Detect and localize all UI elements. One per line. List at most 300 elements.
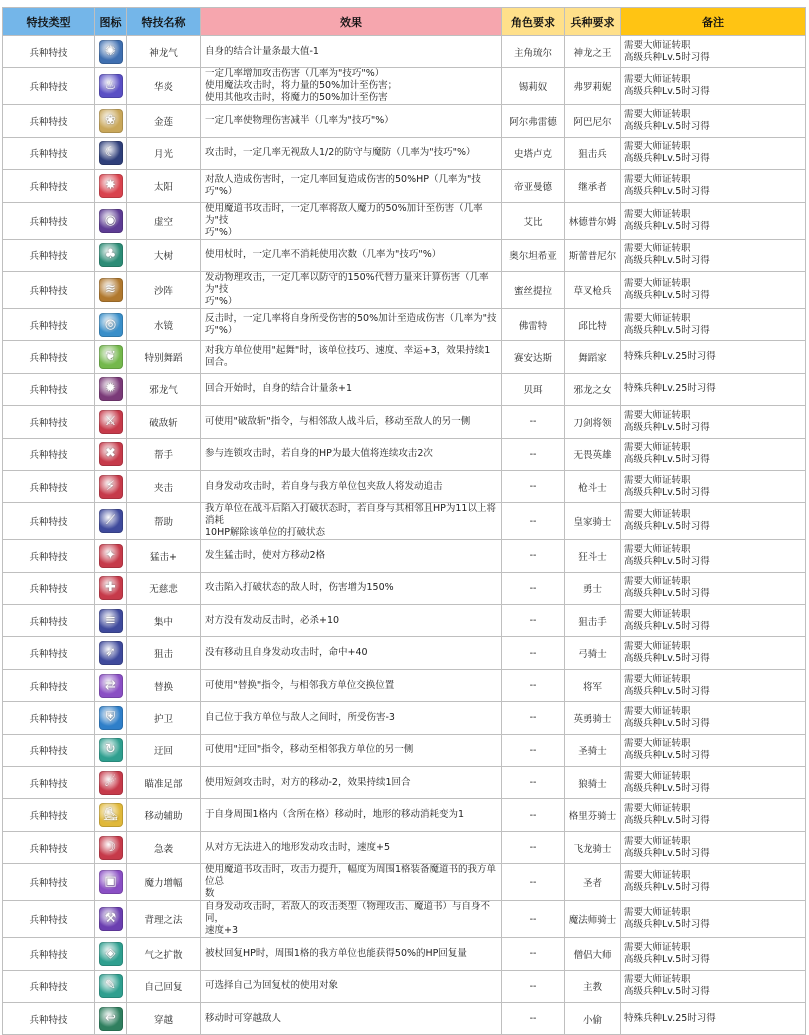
skill-icon-cell — [95, 105, 127, 137]
skill-name-cell: 特别舞蹈 — [127, 341, 201, 373]
note-line: 需要大师证转职 — [624, 870, 691, 882]
table-row — [3, 438, 806, 470]
table-row — [3, 938, 806, 970]
effect-line: 从对方无法进入的地形发动攻击时，速度+5 — [205, 841, 391, 853]
table-row — [3, 503, 806, 540]
unit-req-cell: 弗罗莉妮 — [565, 68, 621, 105]
character-req-cell: -- — [502, 637, 565, 669]
effect-line: 回合开始时，自身的结合计量条+1 — [205, 383, 353, 395]
table-row — [3, 271, 806, 308]
note-line: 特殊兵种Lv.25时习得 — [624, 383, 716, 395]
fierce-strike-icon — [99, 544, 123, 568]
skill-icon-cell — [95, 901, 127, 938]
skill-icon-glyph: ⛨ — [105, 709, 116, 725]
effect-line: 攻击陷入打破状态的敌人时，伤害增为150% — [205, 582, 394, 594]
table-row — [3, 864, 806, 901]
note-cell — [621, 767, 806, 799]
pass-through-icon — [99, 1007, 123, 1031]
skill-icon-glyph: ☾ — [104, 145, 117, 161]
note-line: 需要大师证转职 — [624, 835, 691, 847]
break-slash-icon — [99, 410, 123, 434]
note-line: 需要大师证转职 — [624, 907, 691, 919]
skill-icon-glyph: ⟋ — [105, 513, 116, 529]
note-cell — [621, 901, 806, 938]
effect-line: 数 — [205, 888, 215, 900]
skill-type-cell: 兵种特技 — [3, 970, 95, 1002]
skill-icon-cell — [95, 938, 127, 970]
skill-effect-cell — [201, 503, 502, 540]
note-line: 特殊兵种Lv.25时习得 — [624, 351, 716, 363]
note-line: 需要大师证转职 — [624, 608, 691, 620]
moonlight-icon — [99, 141, 123, 165]
skill-name-cell: 背理之法 — [127, 901, 201, 938]
note-line: 需要大师证转职 — [624, 803, 691, 815]
note-cell — [621, 503, 806, 540]
note-line: 需要大师证转职 — [624, 312, 691, 324]
note-line: 高级兵种Lv.5时习得 — [624, 521, 710, 533]
table-row — [3, 105, 806, 137]
unit-req-cell: 继承者 — [565, 170, 621, 202]
skill-type-cell: 兵种特技 — [3, 373, 95, 405]
note-cell — [621, 938, 806, 970]
table-row — [3, 734, 806, 766]
note-line: 特殊兵种Lv.25时习得 — [624, 1012, 716, 1024]
sand-formation-icon — [99, 278, 123, 302]
note-line: 需要大师证转职 — [624, 941, 691, 953]
unit-req-cell: 小偷 — [565, 1002, 621, 1034]
skill-name-cell: 魔力增幅 — [127, 864, 201, 901]
skill-icon-glyph: ↻ — [105, 742, 116, 758]
table-row — [3, 341, 806, 373]
great-tree-icon — [99, 243, 123, 267]
skill-icon-cell — [95, 702, 127, 734]
character-req-cell: 艾比 — [502, 202, 565, 239]
skill-icon-glyph: ✸ — [105, 177, 116, 193]
character-req-cell: 赛安达斯 — [502, 341, 565, 373]
note-line: 高级兵种Lv.5时习得 — [624, 153, 710, 165]
effect-line: 对我方单位使用"起舞"时，该单位技巧、速度、幸运+3，效果持续1回合。 — [205, 345, 491, 369]
skill-name-cell: 大树 — [127, 239, 201, 271]
note-line: 高级兵种Lv.5时习得 — [624, 782, 710, 794]
character-req-cell: -- — [502, 864, 565, 901]
note-line: 高级兵种Lv.5时习得 — [624, 882, 710, 894]
skill-icon-cell — [95, 202, 127, 239]
skill-effect-cell — [201, 406, 502, 438]
effect-line: 对敌人造成伤害时，一定几率回复造成伤害的50%HP（几率为"技巧"%） — [205, 173, 481, 197]
note-line: 高级兵种Lv.5时习得 — [624, 51, 710, 63]
skill-type-cell: 兵种特技 — [3, 637, 95, 669]
effect-line: 对方没有发动反击时，必杀+10 — [205, 614, 340, 626]
effect-line: 可使用"迂回"指令，移动至相邻我方单位的另一侧 — [205, 744, 414, 756]
skill-type-cell: 兵种特技 — [3, 702, 95, 734]
effect-line: 一定几率增加攻击伤害（几率为"技巧"%） — [205, 68, 385, 80]
note-cell — [621, 68, 806, 105]
note-cell — [621, 137, 806, 169]
note-line: 需要大师证转职 — [624, 641, 691, 653]
merciless-icon — [99, 576, 123, 600]
dragon-vein-icon — [99, 40, 123, 64]
skill-effect-cell — [201, 831, 502, 863]
effect-line: 10HP解除该单位的打破状态 — [205, 527, 325, 539]
skill-icon-cell — [95, 239, 127, 271]
skill-effect-cell — [201, 572, 502, 604]
effect-line: 可使用"替换"指令，与相邻我方单位交换位置 — [205, 679, 395, 691]
table-row — [3, 540, 806, 572]
effect-line: 自身的结合计量条最大值-1 — [205, 45, 319, 57]
note-cell — [621, 373, 806, 405]
skill-name-cell: 替换 — [127, 669, 201, 701]
character-req-cell: -- — [502, 540, 565, 572]
skill-icon-cell — [95, 341, 127, 373]
character-req-cell: -- — [502, 702, 565, 734]
skill-name-cell: 月光 — [127, 137, 201, 169]
skill-name-cell: 急袭 — [127, 831, 201, 863]
table-row — [3, 831, 806, 863]
effect-line: 速度+3 — [205, 925, 239, 937]
table-row — [3, 767, 806, 799]
skill-name-cell: 破敌斩 — [127, 406, 201, 438]
skill-icon-glyph: ✖ — [105, 446, 116, 462]
skill-name-cell: 夹击 — [127, 470, 201, 502]
hoof-target-icon — [99, 771, 123, 795]
skill-effect-cell — [201, 170, 502, 202]
skill-name-cell: 水镜 — [127, 308, 201, 340]
skill-icon-cell — [95, 734, 127, 766]
unit-req-cell: 飞龙骑士 — [565, 831, 621, 863]
skill-table — [2, 7, 806, 1035]
unit-req-cell: 狂斗士 — [565, 540, 621, 572]
character-req-cell: 蜜丝提拉 — [502, 271, 565, 308]
skill-icon-cell — [95, 271, 127, 308]
skill-name-cell: 帮手 — [127, 438, 201, 470]
table-row — [3, 68, 806, 105]
table-row — [3, 970, 806, 1002]
skill-icon-cell — [95, 406, 127, 438]
note-line: 需要大师证转职 — [624, 39, 691, 51]
skill-type-cell: 兵种特技 — [3, 572, 95, 604]
note-line: 高级兵种Lv.5时习得 — [624, 121, 710, 133]
note-line: 需要大师证转职 — [624, 474, 691, 486]
skill-icon-cell — [95, 470, 127, 502]
note-line: 高级兵种Lv.5时习得 — [624, 185, 710, 197]
character-req-cell: -- — [502, 1002, 565, 1034]
skill-table-sheet — [2, 7, 806, 1035]
skill-effect-cell — [201, 271, 502, 308]
note-line: 需要大师证转职 — [624, 673, 691, 685]
skill-icon-glyph: ⚡ — [105, 478, 116, 494]
note-line: 高级兵种Lv.5时习得 — [624, 953, 710, 965]
skill-icon-glyph: ♣ — [104, 247, 117, 263]
effect-line: 使用短剑攻击时，对方的移动-2，效果持续1回合 — [205, 776, 411, 788]
unit-req-cell: 邱比特 — [565, 308, 621, 340]
note-cell — [621, 406, 806, 438]
skill-name-cell: 瞄准足部 — [127, 767, 201, 799]
note-line: 高级兵种Lv.5时习得 — [624, 750, 710, 762]
skill-icon-glyph: ⛸ — [102, 807, 119, 823]
skill-icon-cell — [95, 68, 127, 105]
skill-icon-glyph: ❀ — [105, 113, 116, 129]
effect-line: 使用魔法攻击时，将力量的50%加计至伤害； — [205, 80, 398, 92]
note-line: 高级兵种Lv.5时习得 — [624, 653, 710, 665]
effect-line: 使用杖时，一定几率不消耗使用次数（几率为"技巧"%） — [205, 249, 442, 261]
skill-type-cell: 兵种特技 — [3, 202, 95, 239]
move-assist-icon — [99, 803, 123, 827]
note-cell — [621, 470, 806, 502]
skill-effect-cell — [201, 438, 502, 470]
unit-req-cell: 圣骑士 — [565, 734, 621, 766]
skill-name-cell: 移动辅助 — [127, 799, 201, 831]
note-cell — [621, 540, 806, 572]
note-cell — [621, 572, 806, 604]
skill-effect-cell — [201, 540, 502, 572]
raid-icon — [99, 836, 123, 860]
skill-icon-cell — [95, 767, 127, 799]
skill-effect-cell — [201, 137, 502, 169]
unit-req-cell: 邪龙之女 — [565, 373, 621, 405]
note-line: 需要大师证转职 — [624, 442, 691, 454]
skill-type-cell: 兵种特技 — [3, 864, 95, 901]
note-line: 需要大师证转职 — [624, 141, 691, 153]
skill-type-cell: 兵种特技 — [3, 341, 95, 373]
character-req-cell: 佛雷特 — [502, 308, 565, 340]
note-line: 需要大师证转职 — [624, 409, 691, 421]
unit-req-cell: 僧侣大师 — [565, 938, 621, 970]
skill-effect-cell — [201, 799, 502, 831]
character-req-cell: -- — [502, 470, 565, 502]
character-req-cell: -- — [502, 572, 565, 604]
character-req-cell: 贝珥 — [502, 373, 565, 405]
header-note: 备注 — [621, 8, 806, 36]
character-req-cell: 锡莉奴 — [502, 68, 565, 105]
skill-icon-glyph: ⇄ — [105, 677, 116, 693]
skill-icon-glyph: ☽ — [104, 839, 117, 855]
character-req-cell: 主角琉尔 — [502, 36, 565, 68]
skill-type-cell: 兵种特技 — [3, 36, 95, 68]
skill-name-cell: 护卫 — [127, 702, 201, 734]
header-character-req: 角色要求 — [502, 8, 565, 36]
effect-line: 移动时可穿越敌人 — [205, 1012, 282, 1024]
skill-icon-cell — [95, 970, 127, 1002]
skill-type-cell: 兵种特技 — [3, 438, 95, 470]
effect-line: 可选择自己为回复杖的使用对象 — [205, 980, 339, 992]
note-cell — [621, 170, 806, 202]
skill-icon-cell — [95, 36, 127, 68]
skill-icon-cell — [95, 438, 127, 470]
void-icon — [99, 209, 123, 233]
skill-name-cell: 自己回复 — [127, 970, 201, 1002]
note-line: 高级兵种Lv.5时习得 — [624, 919, 710, 931]
effect-line: 发动物理攻击，一定几率以防守的150%代替力量来计算伤害（几率为"技 — [205, 271, 489, 295]
skill-icon-cell — [95, 170, 127, 202]
skill-icon-glyph: ◎ — [104, 316, 117, 332]
note-line: 需要大师证转职 — [624, 277, 691, 289]
character-req-cell: -- — [502, 799, 565, 831]
unit-req-cell: 格里芬骑士 — [565, 799, 621, 831]
note-line: 需要大师证转职 — [624, 543, 691, 555]
unit-req-cell: 魔法师骑士 — [565, 901, 621, 938]
note-cell — [621, 970, 806, 1002]
skill-icon-glyph: ▣ — [104, 874, 117, 890]
guard-icon — [99, 706, 123, 730]
effect-line: 自身发动攻击时，若敌人的攻击类型（物理攻击、魔道书）与自身不同， — [205, 901, 491, 925]
skill-icon-glyph: ⚔ — [104, 413, 117, 429]
swap-icon — [99, 674, 123, 698]
skill-name-cell: 太阳 — [127, 170, 201, 202]
skill-name-cell: 气之扩散 — [127, 938, 201, 970]
character-req-cell: -- — [502, 406, 565, 438]
skill-type-cell: 兵种特技 — [3, 669, 95, 701]
note-cell — [621, 864, 806, 901]
note-line: 高级兵种Lv.5时习得 — [624, 620, 710, 632]
note-line: 高级兵种Lv.5时习得 — [624, 289, 710, 301]
skill-name-cell: 狙击 — [127, 637, 201, 669]
skill-name-cell: 邪龙气 — [127, 373, 201, 405]
table-row — [3, 170, 806, 202]
skill-icon-glyph: ✹ — [105, 381, 116, 397]
note-line: 高级兵种Lv.5时习得 — [624, 86, 710, 98]
unit-req-cell: 神龙之王 — [565, 36, 621, 68]
skill-type-cell: 兵种特技 — [3, 540, 95, 572]
skill-name-cell: 虚空 — [127, 202, 201, 239]
special-dance-icon — [99, 345, 123, 369]
skill-effect-cell — [201, 105, 502, 137]
effect-line: 自身发动攻击时，若自身与我方单位包夹敌人将发动追击 — [205, 480, 443, 492]
unit-req-cell: 主教 — [565, 970, 621, 1002]
skill-effect-cell — [201, 864, 502, 901]
character-req-cell: -- — [502, 734, 565, 766]
note-line: 高级兵种Lv.5时习得 — [624, 220, 710, 232]
skill-icon-cell — [95, 831, 127, 863]
snipe-icon — [99, 641, 123, 665]
detour-icon — [99, 738, 123, 762]
effect-line: 自己位于我方单位与敌人之间时，所受伤害-3 — [205, 711, 395, 723]
effect-line: 巧"%） — [205, 295, 238, 307]
helper-icon — [99, 442, 123, 466]
unit-req-cell: 弓骑士 — [565, 637, 621, 669]
skill-icon-glyph: ✺ — [105, 43, 116, 59]
note-cell — [621, 669, 806, 701]
table-row — [3, 901, 806, 938]
character-req-cell: 阿尔弗雷德 — [502, 105, 565, 137]
skill-effect-cell — [201, 605, 502, 637]
character-req-cell: -- — [502, 767, 565, 799]
note-line: 高级兵种Lv.5时习得 — [624, 454, 710, 466]
unit-req-cell: 狼骑士 — [565, 767, 621, 799]
unit-req-cell: 刀剑将领 — [565, 406, 621, 438]
header-effect: 效果 — [201, 8, 502, 36]
skill-effect-cell — [201, 734, 502, 766]
skill-effect-cell — [201, 341, 502, 373]
table-row — [3, 36, 806, 68]
skill-type-cell: 兵种特技 — [3, 938, 95, 970]
skill-icon-glyph: ➶ — [105, 645, 116, 661]
skill-name-cell: 沙阵 — [127, 271, 201, 308]
skill-icon-glyph: ♨ — [104, 78, 117, 94]
skill-effect-cell — [201, 239, 502, 271]
water-mirror-icon — [99, 313, 123, 337]
skill-effect-cell — [201, 68, 502, 105]
effect-line: 参与连锁攻击时，若自身的HP为最大值将连续攻击2次 — [205, 448, 433, 460]
unit-req-cell: 皇家骑士 — [565, 503, 621, 540]
skill-effect-cell — [201, 702, 502, 734]
effect-line: 攻击时，一定几率无视敌人1/2的防守与魔防（几率为"技巧"%） — [205, 147, 476, 159]
skill-type-cell: 兵种特技 — [3, 767, 95, 799]
character-req-cell: -- — [502, 438, 565, 470]
character-req-cell: 史塔卢克 — [502, 137, 565, 169]
character-req-cell: -- — [502, 669, 565, 701]
skill-icon-cell — [95, 503, 127, 540]
table-row — [3, 239, 806, 271]
assist-icon — [99, 509, 123, 533]
skill-effect-cell — [201, 308, 502, 340]
pincer-icon — [99, 475, 123, 499]
table-row — [3, 669, 806, 701]
unit-req-cell: 草叉枪兵 — [565, 271, 621, 308]
note-line: 需要大师证转职 — [624, 770, 691, 782]
effect-line: 没有移动且自身发动攻击时，命中+40 — [205, 647, 368, 659]
note-cell — [621, 36, 806, 68]
character-req-cell: -- — [502, 970, 565, 1002]
self-heal-icon — [99, 974, 123, 998]
note-cell — [621, 605, 806, 637]
effect-line: 于自身周围1格内（含所在格）移动时，地形的移动消耗变为1 — [205, 809, 465, 821]
table-row — [3, 702, 806, 734]
note-line: 高级兵种Lv.5时习得 — [624, 324, 710, 336]
effect-line: 使用其他攻击时，将魔力的50%加计至伤害 — [205, 92, 388, 104]
table-row — [3, 605, 806, 637]
skill-type-cell: 兵种特技 — [3, 503, 95, 540]
note-cell — [621, 438, 806, 470]
note-line: 高级兵种Lv.5时习得 — [624, 815, 710, 827]
unit-req-cell: 狙击兵 — [565, 137, 621, 169]
note-cell — [621, 105, 806, 137]
note-line: 高级兵种Lv.5时习得 — [624, 986, 710, 998]
note-line: 需要大师证转职 — [624, 705, 691, 717]
skill-type-cell: 兵种特技 — [3, 271, 95, 308]
note-line: 高级兵种Lv.5时习得 — [624, 486, 710, 498]
note-line: 需要大师证转职 — [624, 109, 691, 121]
skill-effect-cell — [201, 373, 502, 405]
note-line: 高级兵种Lv.5时习得 — [624, 717, 710, 729]
skill-icon-glyph: ☄ — [104, 774, 117, 790]
skill-icon-cell — [95, 1002, 127, 1034]
skill-type-cell: 兵种特技 — [3, 799, 95, 831]
effect-line: 被杖回复HP时，周围1格的我方单位也能获得50%的HP回复量 — [205, 947, 467, 959]
note-line: 高级兵种Lv.5时习得 — [624, 421, 710, 433]
skill-type-cell: 兵种特技 — [3, 308, 95, 340]
flame-icon — [99, 74, 123, 98]
table-row — [3, 470, 806, 502]
table-row — [3, 308, 806, 340]
unit-req-cell: 勇士 — [565, 572, 621, 604]
effect-line: 巧"%） — [205, 226, 238, 238]
note-line: 需要大师证转职 — [624, 74, 691, 86]
table-row — [3, 373, 806, 405]
skill-name-cell: 猛击+ — [127, 540, 201, 572]
note-line: 需要大师证转职 — [624, 974, 691, 986]
effect-line: 使用魔道书攻击时，攻击力提升，幅度为周围1格装备魔道书的我方单位总 — [205, 864, 497, 888]
note-cell — [621, 831, 806, 863]
character-req-cell: -- — [502, 938, 565, 970]
effect-line: 使用魔道书攻击时，一定几率将敌人魔力的50%加计至伤害（几率为"技 — [205, 202, 483, 226]
skill-effect-cell — [201, 1002, 502, 1034]
note-line: 需要大师证转职 — [624, 173, 691, 185]
skill-name-cell: 迂回 — [127, 734, 201, 766]
note-cell — [621, 702, 806, 734]
note-line: 高级兵种Lv.5时习得 — [624, 685, 710, 697]
note-cell — [621, 271, 806, 308]
skill-icon-glyph: ✎ — [105, 978, 116, 994]
